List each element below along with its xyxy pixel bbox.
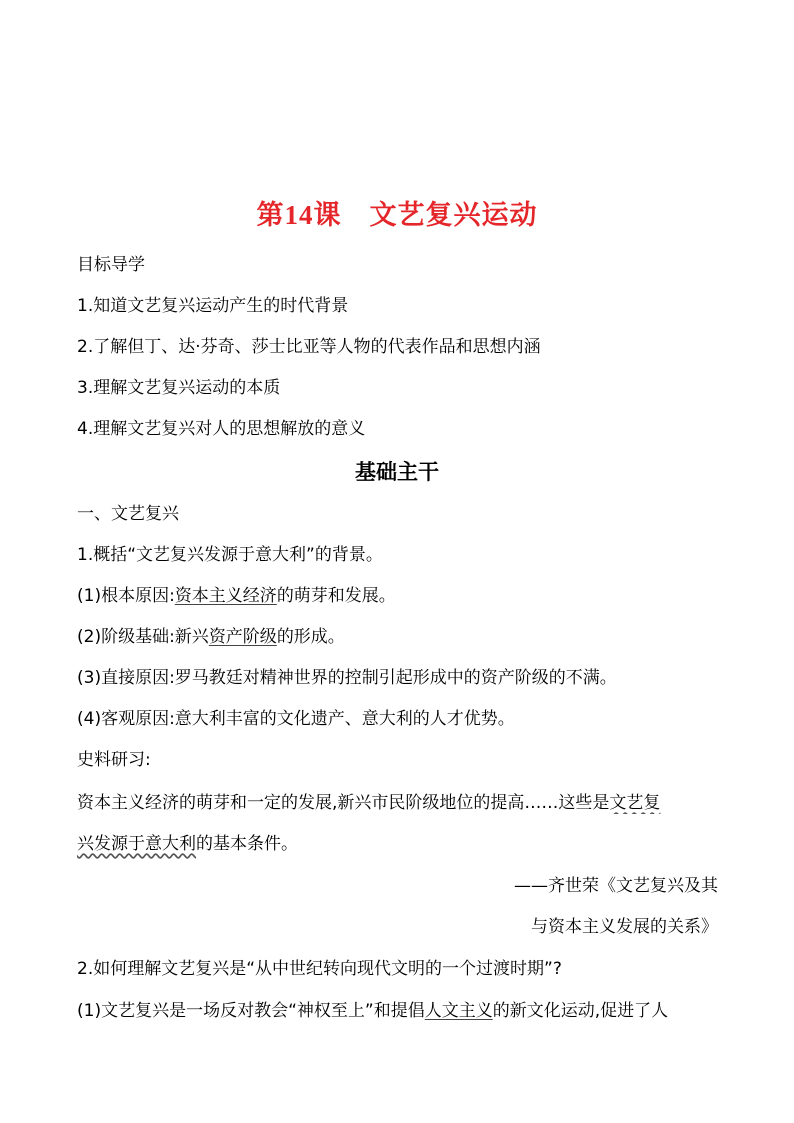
quote-line-1	[77, 792, 719, 814]
quote-source-line-1: ——齐世荣《文艺复兴及其	[514, 876, 718, 896]
lesson-number: 14	[284, 200, 314, 230]
section-heading: 基础主干	[355, 460, 439, 484]
question-1: 1.概括“文艺复兴发源于意大利”的背景。	[77, 545, 383, 565]
question-2: 2.如何理解文艺复兴是“从中世纪转向现代文明的一个过渡时期”?	[77, 959, 562, 979]
answer-1-1-prefix: (1)根本原因:	[77, 586, 175, 606]
lesson-unit: 课	[313, 200, 342, 231]
answer-1-2-suffix: 的形成。	[276, 627, 345, 647]
goal-item-3: 3.理解文艺复兴运动的本质	[77, 378, 281, 398]
answer-1-2-prefix: (2)阶级基础:新兴	[77, 627, 209, 647]
lesson-prefix: 第	[256, 200, 285, 231]
lesson-title	[0, 193, 794, 232]
answer-1-1-suffix: 的萌芽和发展。	[276, 586, 396, 606]
answer-2-1-suffix: 的新文化运动,促进了人	[492, 1001, 669, 1021]
answer-2-1-prefix: (1)文艺复兴是一场反对教会“神权至上”和提倡	[77, 1001, 425, 1021]
answer-1-3: (3)直接原因:罗马教廷对精神世界的控制引起形成中的资产阶级的不满。	[77, 668, 617, 688]
answer-1-1	[77, 585, 396, 607]
answer-1-2	[77, 626, 345, 648]
study-label: 史料研习:	[77, 750, 151, 770]
quote-line-1-keyword: 文艺复	[609, 793, 661, 813]
quote-line-1-text: 资本主义经济的萌芽和一定的发展,新兴市民阶级地位的提高……这些是	[77, 793, 610, 813]
quote-line-2-text: 的基本条件。	[196, 834, 298, 854]
lesson-name: 文艺复兴运动	[369, 200, 538, 231]
answer-2-1	[77, 1000, 668, 1022]
goal-item-2: 2.了解但丁、达·芬奇、莎士比亚等人物的代表作品和思想内涵	[77, 337, 541, 357]
quote-line-2-keyword: 兴发源于意大利	[77, 834, 196, 854]
goal-item-4: 4.理解文艺复兴对人的思想解放的意义	[77, 419, 366, 439]
answer-1-2-keyword: 资产阶级	[208, 627, 277, 647]
answer-1-4: (4)客观原因:意大利丰富的文化遗产、意大利的人才优势。	[77, 709, 515, 729]
answer-2-1-keyword: 人文主义	[424, 1001, 493, 1021]
quote-source-line-2: 与资本主义发展的关系》	[531, 917, 718, 937]
goals-heading: 目标导学	[77, 255, 145, 275]
subsection-heading: 一、文艺复兴	[77, 504, 179, 524]
quote-line-2	[77, 833, 298, 855]
answer-1-1-keyword: 资本主义经济	[174, 586, 277, 606]
goal-item-1: 1.知道文艺复兴运动产生的时代背景	[77, 296, 349, 316]
